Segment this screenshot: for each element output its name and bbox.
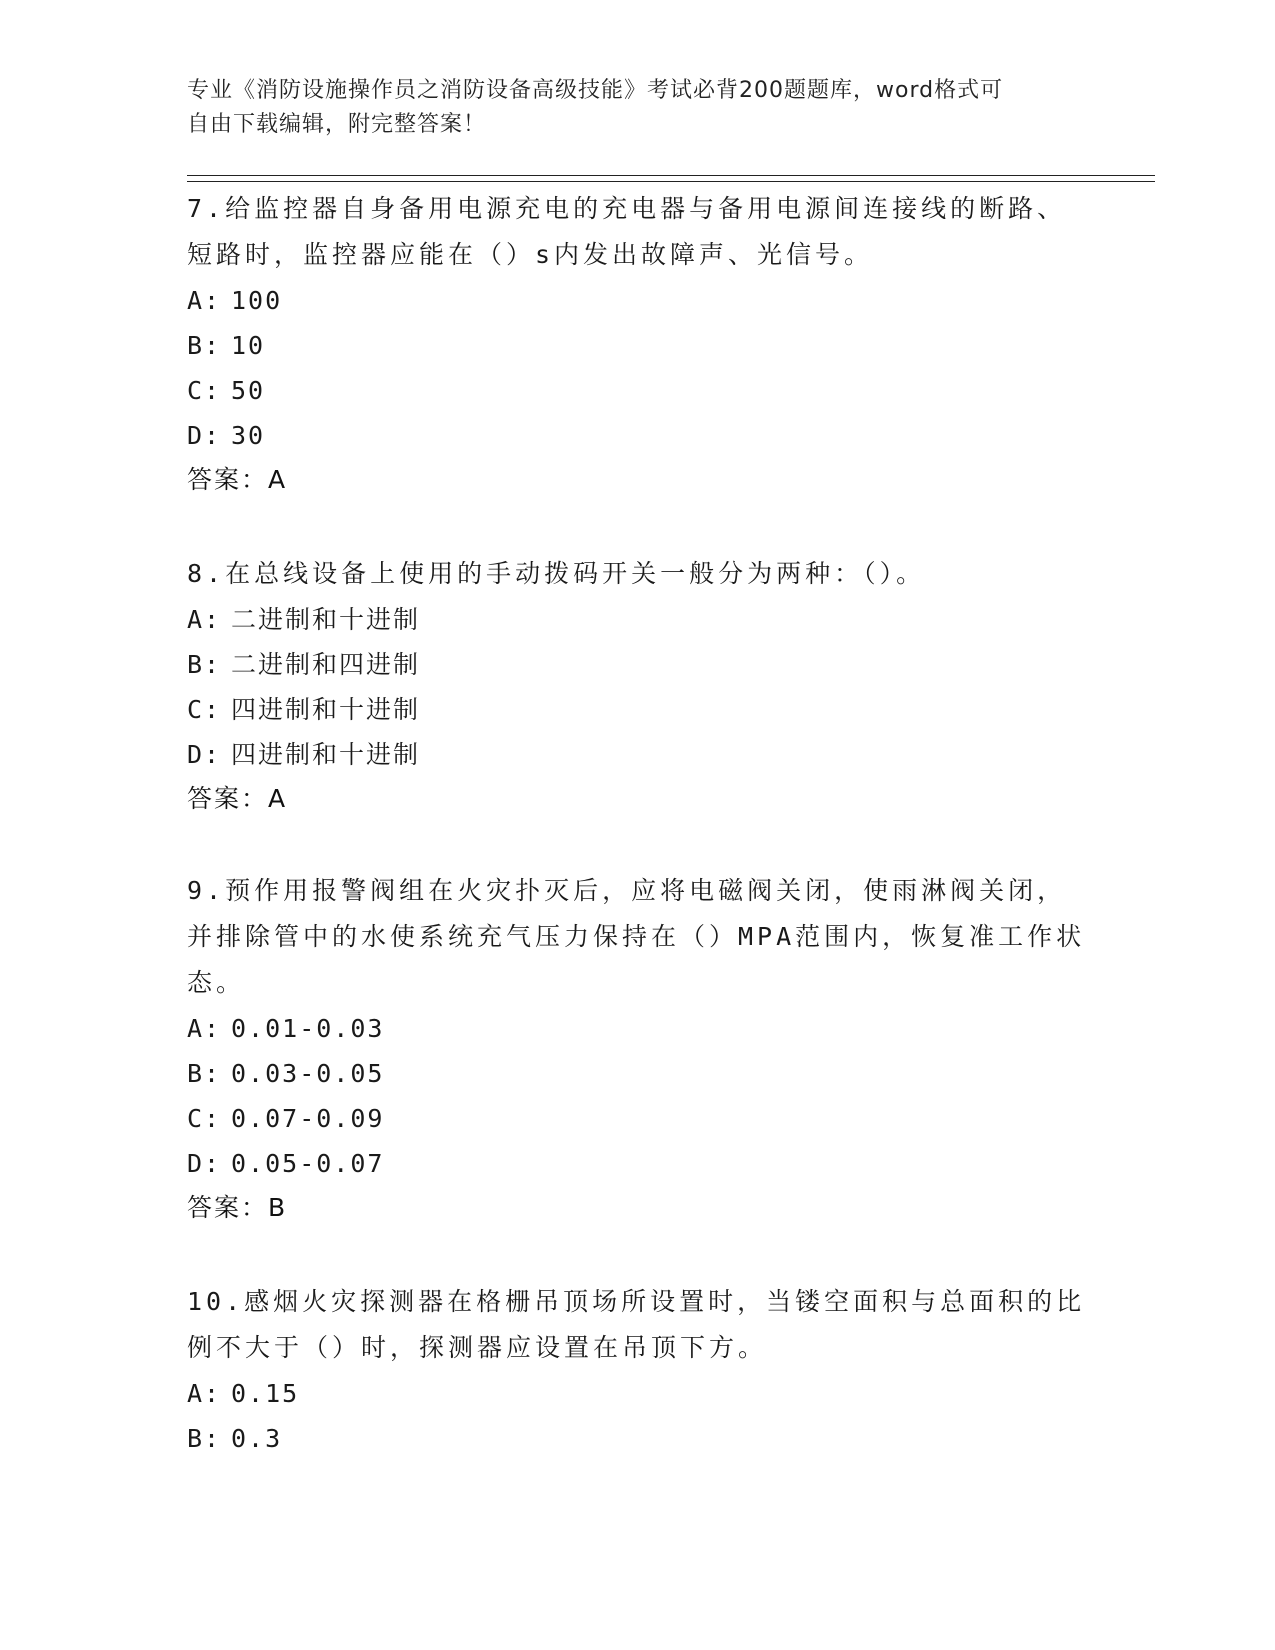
option-text: 二进制和十进制 [231, 605, 421, 634]
option-text: 30 [231, 421, 266, 450]
option-c [187, 368, 1087, 413]
option-key: A: [187, 1379, 222, 1408]
option-text: 0.15 [231, 1379, 300, 1408]
option-key: B: [187, 650, 222, 679]
question-text-line: 7.给监控器自身备用电源充电的充电器与备用电源间连接线的断路、 [187, 194, 1067, 223]
option-text: 四进制和十进制 [231, 695, 421, 724]
question-text-line: 态。 [187, 968, 246, 997]
option-key: C: [187, 376, 222, 405]
question-9 [187, 868, 1087, 1230]
option-b [187, 642, 1087, 687]
question-text-line: 短路时，监控器应能在（）s内发出故障声、光信号。 [187, 240, 874, 269]
option-text: 100 [231, 286, 283, 315]
question-text-line: 例不大于（）时，探测器应设置在吊顶下方。 [187, 1333, 768, 1362]
option-b [187, 323, 1087, 368]
question-text-line: 9.预作用报警阀组在火灾扑灭后，应将电磁阀关闭，使雨淋阀关闭， [187, 876, 1067, 905]
option-key: B: [187, 1059, 222, 1088]
option-c [187, 1096, 1087, 1141]
option-a [187, 1006, 1087, 1051]
question-text-line: 并排除管中的水使系统充气压力保持在（）MPA范围内，恢复准工作状 [187, 922, 1086, 951]
option-key: C: [187, 1104, 222, 1133]
question-text-line: 8.在总线设备上使用的手动拨码开关一般分为两种：（）。 [187, 559, 926, 588]
option-b [187, 1051, 1087, 1096]
option-text: 50 [231, 376, 266, 405]
option-b [187, 1416, 1087, 1461]
option-text: 0.05-0.07 [231, 1149, 385, 1178]
question-8 [187, 551, 1087, 821]
option-key: B: [187, 1424, 222, 1453]
option-text: 二进制和四进制 [231, 650, 421, 679]
option-d [187, 732, 1087, 777]
option-a [187, 1371, 1087, 1416]
answer-line: 答案：B [187, 1193, 288, 1222]
option-key: A: [187, 286, 222, 315]
option-a [187, 597, 1087, 642]
option-key: D: [187, 1149, 222, 1178]
option-a [187, 278, 1087, 323]
question-7 [187, 186, 1087, 502]
option-text: 四进制和十进制 [231, 740, 421, 769]
question-10 [187, 1279, 1087, 1461]
option-key: D: [187, 740, 222, 769]
header-divider-top [187, 175, 1155, 176]
option-key: C: [187, 695, 222, 724]
option-key: A: [187, 605, 222, 634]
option-key: A: [187, 1014, 222, 1043]
option-text: 10 [231, 331, 266, 360]
option-key: B: [187, 331, 222, 360]
option-text: 0.01-0.03 [231, 1014, 385, 1043]
question-text-line: 10.感烟火灾探测器在格栅吊顶场所设置时，当镂空面积与总面积的比 [187, 1287, 1086, 1316]
header-line-1: 专业《消防设施操作员之消防设备高级技能》考试必背200题题库，word格式可 [187, 78, 1004, 103]
option-text: 0.07-0.09 [231, 1104, 385, 1133]
document-header [187, 74, 1067, 142]
header-divider-bottom [187, 181, 1155, 182]
answer-line: 答案：A [187, 465, 288, 494]
answer-line: 答案：A [187, 784, 288, 813]
option-d [187, 413, 1087, 458]
option-text: 0.03-0.05 [231, 1059, 385, 1088]
option-d [187, 1141, 1087, 1186]
option-text: 0.3 [231, 1424, 283, 1453]
option-key: D: [187, 421, 222, 450]
header-line-2: 自由下载编辑，附完整答案！ [187, 112, 487, 137]
option-c [187, 687, 1087, 732]
